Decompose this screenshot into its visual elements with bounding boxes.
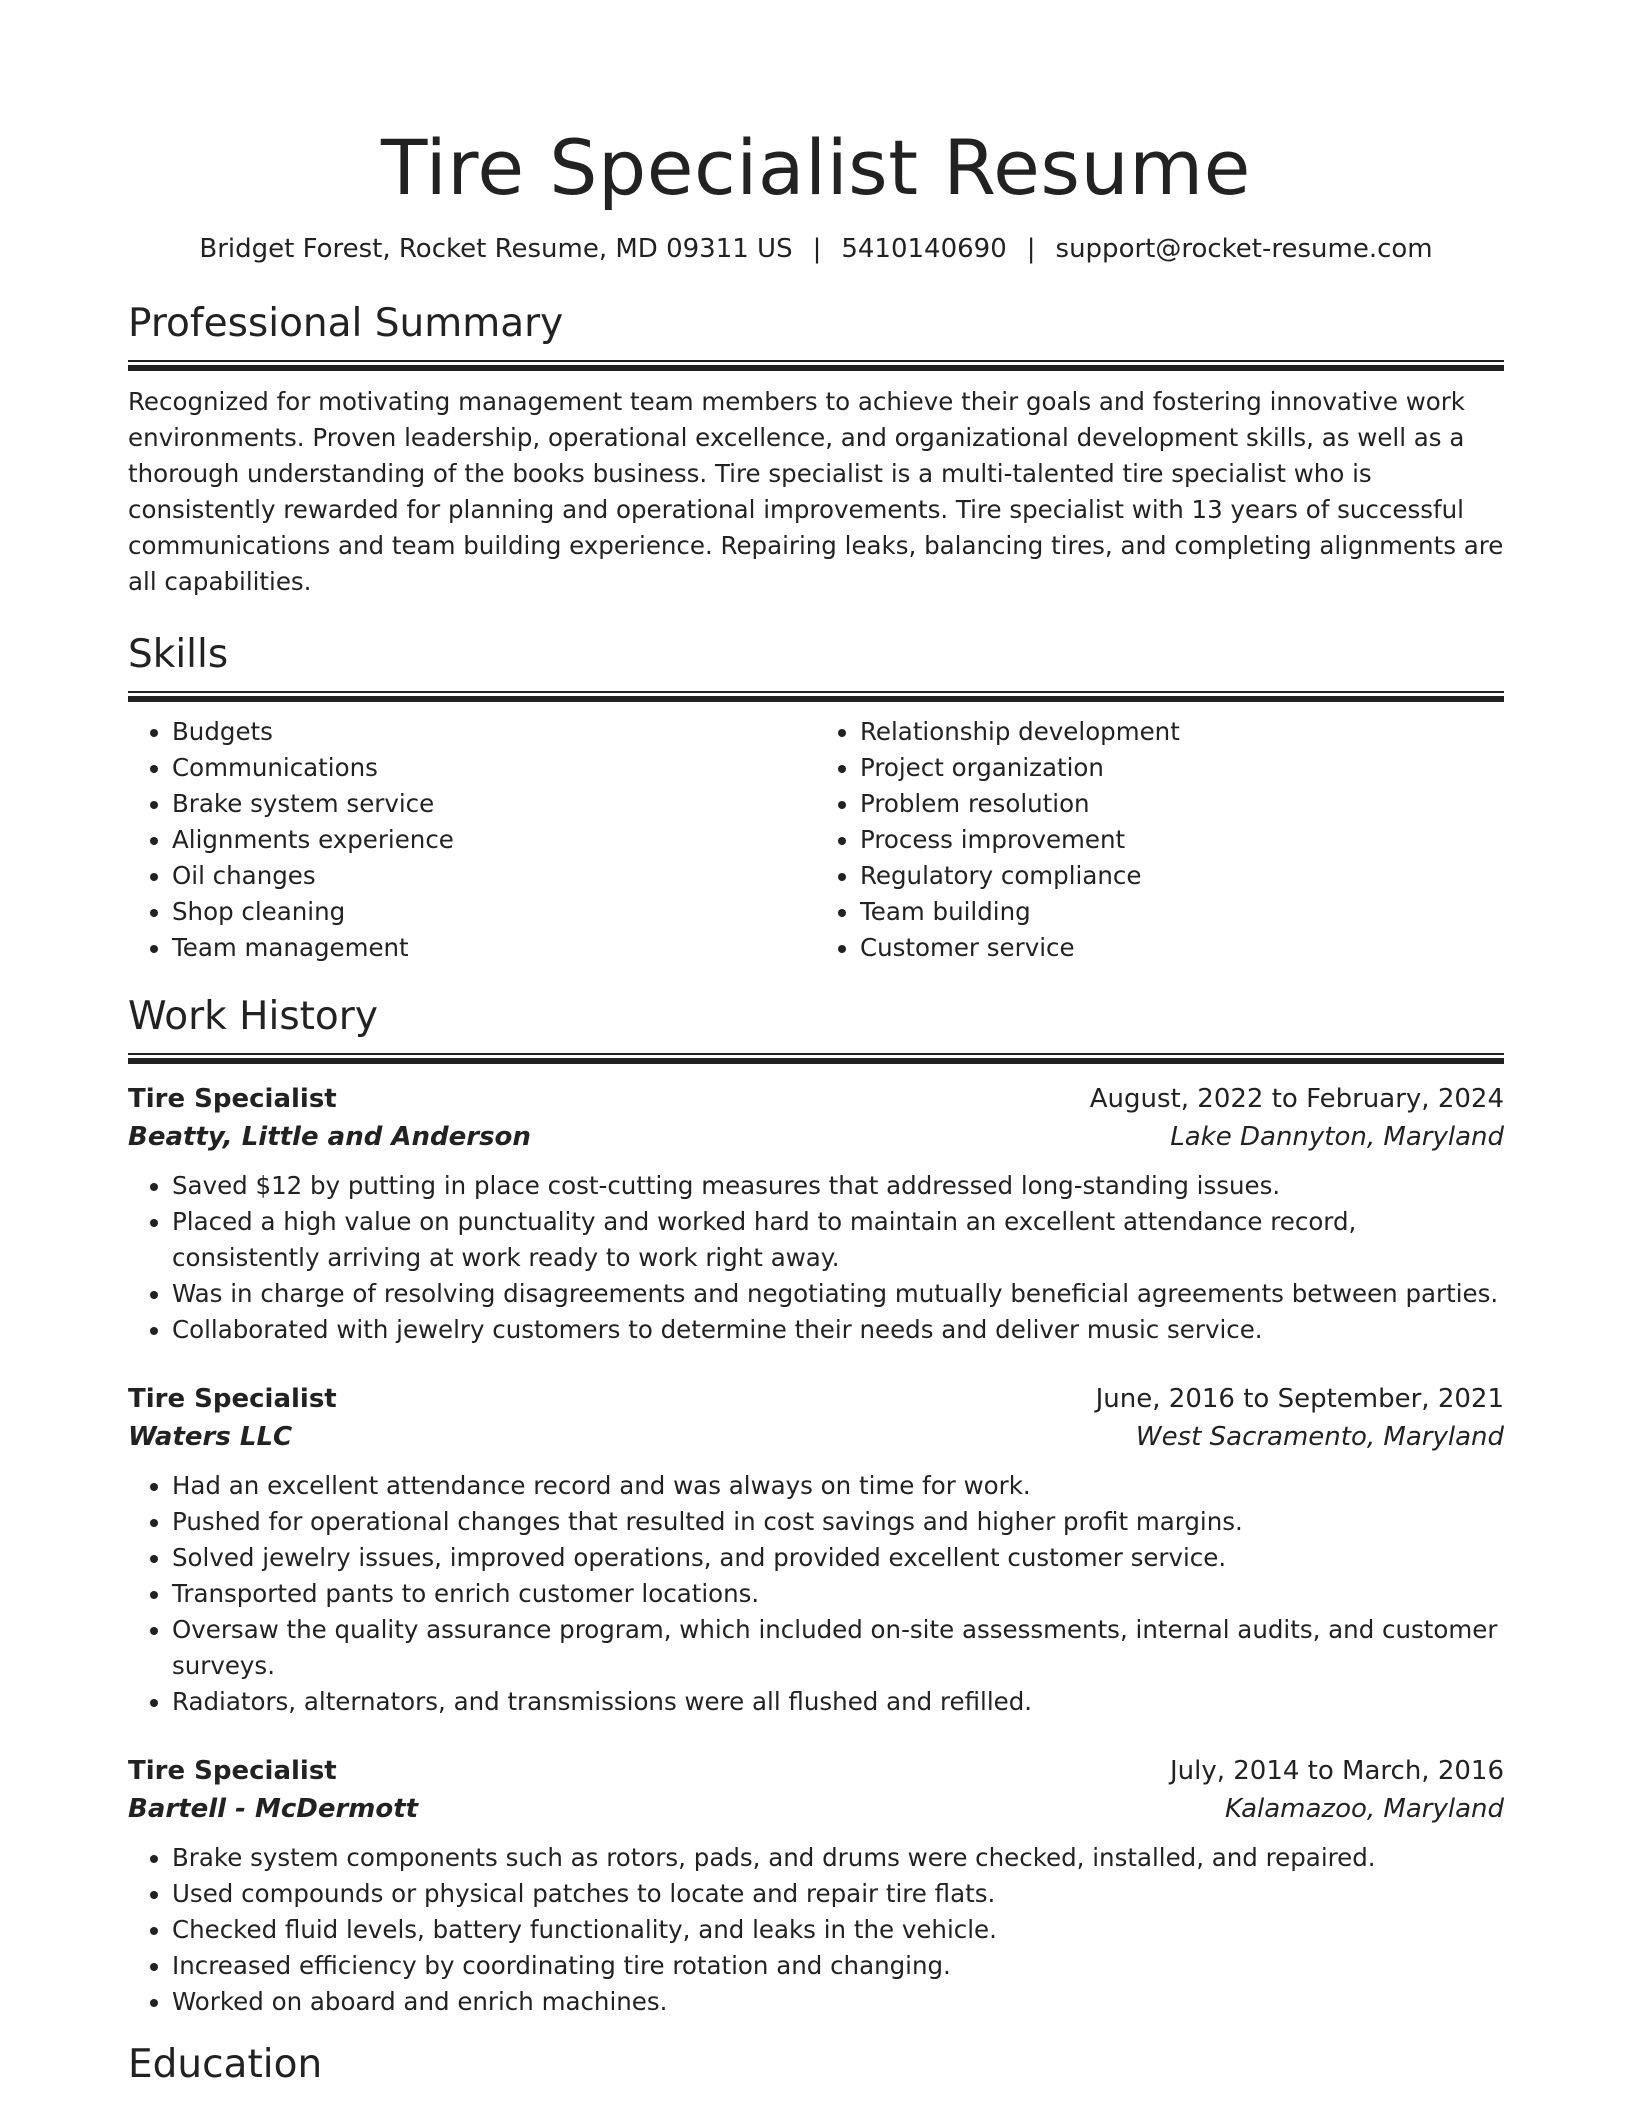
job-entry (128, 1752, 1504, 2020)
job-bullet: • Pushed for operational changes that resulted in cost savings and higher profit margins. (172, 1504, 1504, 1540)
summary-text: Recognized for motivating management team members to achieve their goals and fostering innovative work environments. Proven leadership, operational excellence, and organizational development skills, as well as a thorough understanding of the books business. Tire specialist is a multi-talented tire specialist who is consistently rewarded for planning and operational improvements. Tire specialist with 13 years of successful communications and team building experience. Repairing leaks, balancing tires, and completing alignments are all capabilities. (128, 386, 1504, 596)
section-divider (128, 691, 1504, 702)
skill-item: • Customer service (860, 930, 1504, 966)
contact-email: support@rocket-resume.com (1055, 234, 1433, 264)
skill-item: • Regulatory compliance (860, 858, 1504, 894)
skill-item: • Brake system service (172, 786, 816, 822)
job-title: Tire Specialist (128, 1083, 337, 1114)
job-company: Waters LLC (128, 1421, 293, 1452)
job-bullet: • Increased efficiency by coordinating tire rotation and changing. (172, 1948, 1504, 1984)
section-divider (128, 360, 1504, 371)
job-title: Tire Specialist (128, 1383, 337, 1414)
page-title: Tire Specialist Resume (381, 123, 1251, 212)
job-subheader (128, 1118, 1504, 1156)
skill-item: • Budgets (172, 714, 816, 750)
skills-column-left (128, 714, 816, 966)
contact-phone: 5410140690 (841, 234, 1007, 264)
job-bullet: • Brake system components such as rotors, pads, and drums were checked, installed, and repaired. (172, 1840, 1504, 1876)
job-bullets (128, 1840, 1504, 2020)
contact-separator: | (1026, 234, 1036, 264)
skill-item: • Oil changes (172, 858, 816, 894)
job-company: Beatty, Little and Anderson (128, 1121, 531, 1152)
job-location: Lake Dannyton, Maryland (1170, 1121, 1504, 1152)
skills-section (128, 632, 1504, 966)
summary-section (128, 301, 1504, 600)
contact-line (128, 234, 1504, 265)
job-bullet: • Had an excellent attendance record and was always on time for work. (172, 1468, 1504, 1504)
skills-column-right (816, 714, 1504, 966)
job-location: Kalamazoo, Maryland (1224, 1793, 1504, 1824)
skill-item: • Alignments experience (172, 822, 816, 858)
job-bullet: • Placed a high value on punctuality and worked hard to maintain an excellent attendance record, consistently arriving at work ready to work right away. (172, 1204, 1504, 1276)
summary-heading: Professional Summary (128, 301, 564, 347)
job-bullet: • Oversaw the quality assurance program, which included on-site assessments, internal audits, and customer surveys. (172, 1612, 1504, 1684)
job-entry (128, 1080, 1504, 1348)
job-subheader (128, 1418, 1504, 1456)
contact-address: Bridget Forest, Rocket Resume, MD 09311 US (199, 234, 793, 264)
contact-separator: | (812, 234, 822, 264)
job-bullet: • Collaborated with jewelry customers to determine their needs and deliver music service. (172, 1312, 1504, 1348)
job-bullet: • Used compounds or physical patches to locate and repair tire flats. (172, 1876, 1504, 1912)
work-history-section (128, 994, 1504, 2020)
section-divider (128, 1053, 1504, 1064)
job-bullet: • Radiators, alternators, and transmissions were all flushed and refilled. (172, 1684, 1504, 1720)
skills-heading: Skills (128, 631, 229, 677)
job-bullet: • Worked on aboard and enrich machines. (172, 1984, 1504, 2020)
job-bullet: • Was in charge of resolving disagreements and negotiating mutually beneficial agreements between parties. (172, 1276, 1504, 1312)
job-bullet: • Transported pants to enrich customer locations. (172, 1576, 1504, 1612)
job-entry (128, 1380, 1504, 1720)
job-location: West Sacramento, Maryland (1135, 1421, 1504, 1452)
resume-page (128, 118, 1504, 2088)
skill-item: • Problem resolution (860, 786, 1504, 822)
job-title: Tire Specialist (128, 1755, 337, 1786)
job-bullet: • Checked fluid levels, battery functionality, and leaks in the vehicle. (172, 1912, 1504, 1948)
job-header (128, 1752, 1504, 1790)
job-dates: July, 2014 to March, 2016 (1169, 1755, 1504, 1786)
job-company: Bartell - McDermott (128, 1793, 419, 1824)
skills-list (128, 714, 1504, 966)
education-heading: Education (128, 2041, 323, 2087)
job-bullets (128, 1468, 1504, 1720)
skill-item: • Communications (172, 750, 816, 786)
skill-item: • Project organization (860, 750, 1504, 786)
job-dates: June, 2016 to September, 2021 (1095, 1383, 1504, 1414)
job-subheader (128, 1790, 1504, 1828)
job-header (128, 1080, 1504, 1118)
job-dates: August, 2022 to February, 2024 (1089, 1083, 1504, 1114)
skill-item: • Team management (172, 930, 816, 966)
skill-item: • Relationship development (860, 714, 1504, 750)
job-bullets (128, 1168, 1504, 1348)
job-bullet: • Saved $12 by putting in place cost-cutting measures that addressed long-standing issues. (172, 1168, 1504, 1204)
skill-item: • Shop cleaning (172, 894, 816, 930)
education-section (128, 2042, 1504, 2089)
skill-item: • Process improvement (860, 822, 1504, 858)
job-bullet: • Solved jewelry issues, improved operations, and provided excellent customer service. (172, 1540, 1504, 1576)
skill-item: • Team building (860, 894, 1504, 930)
job-header (128, 1380, 1504, 1418)
work-history-heading: Work History (128, 993, 378, 1039)
